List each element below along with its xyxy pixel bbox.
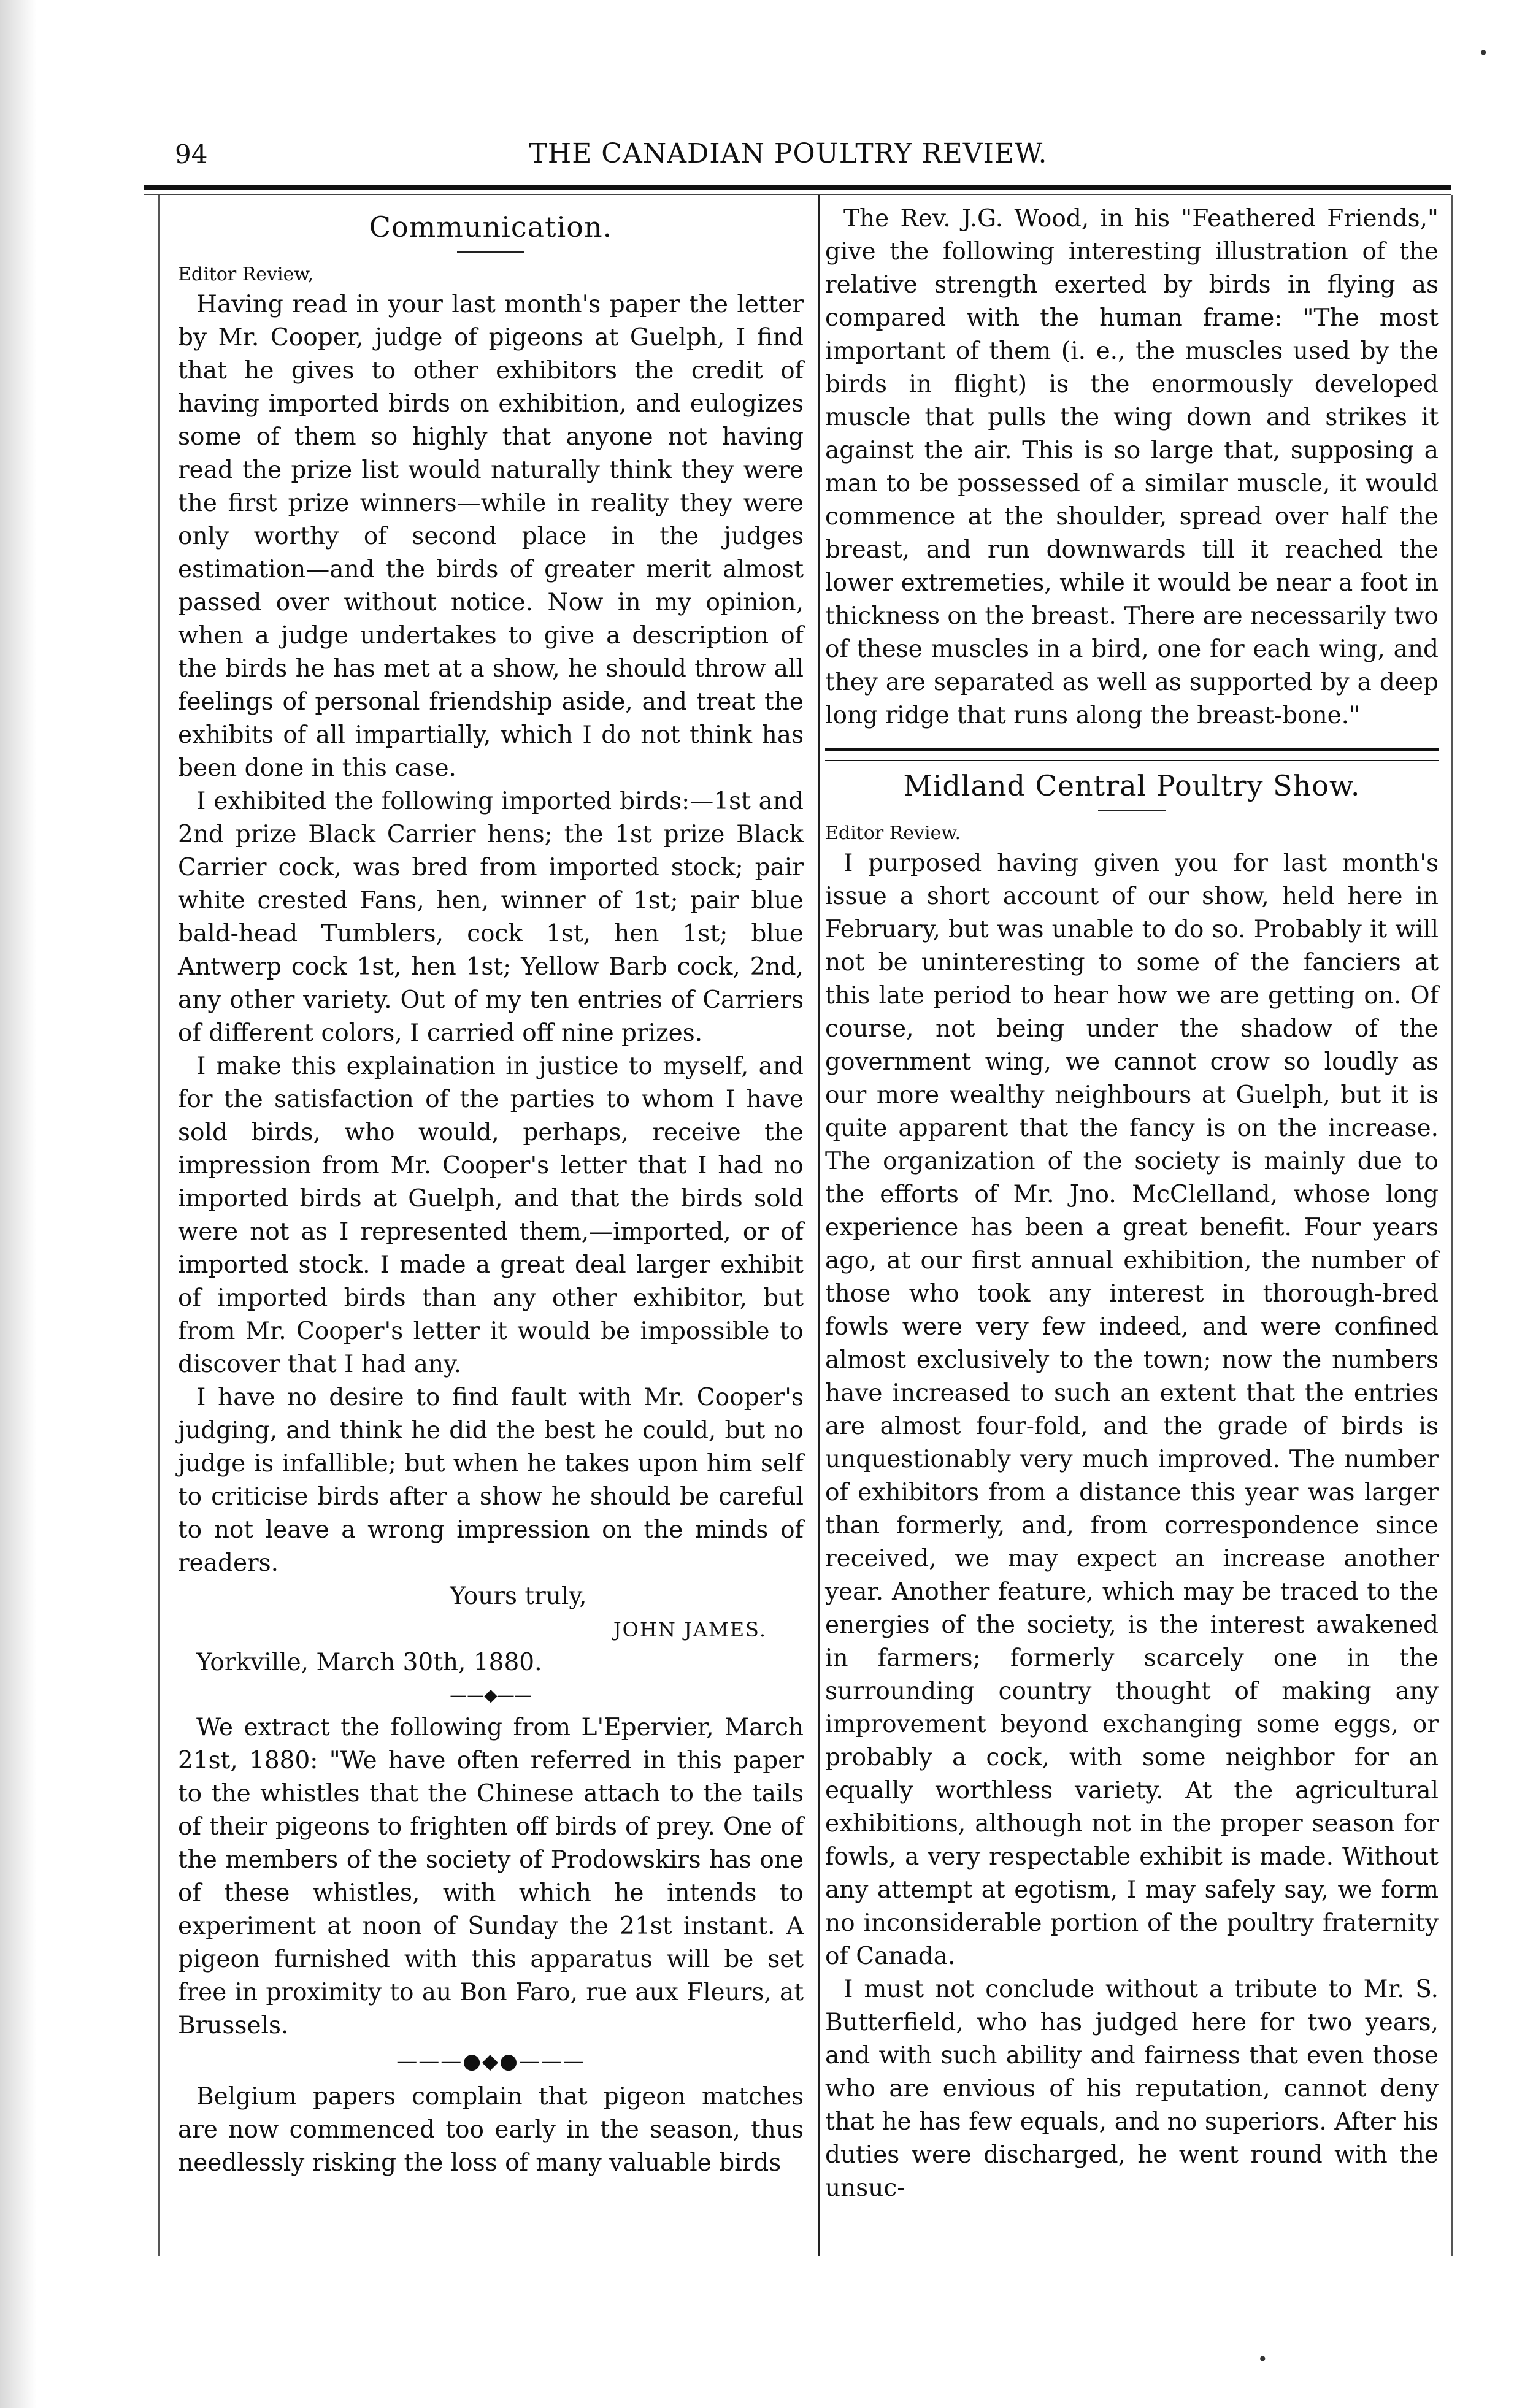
section-double-rule: [825, 748, 1439, 761]
scanned-page-edge: [0, 0, 37, 2408]
communication-paragraph: I have no desire to find fault with Mr. Cooper's judging, and think he did the best he could, but no judge is infallible; but when he takes upon him self to criticise birds after a show he should be careful to not leave a wrong impression on the minds of readers.: [178, 1384, 804, 1577]
communication-paragraph: I exhibited the following imported birds:—1st and 2nd prize Black Carrier hens; the 1st prize Black Carrier cock, was bred from imported stock; pair white crested Fans, hen, winner of 1st; pair blue bald-head Tumblers, cock 1st, hen 1st; blue Antwerp cock 1st, hen 1st; Yellow Barb cock, 2nd, any other variety. Out of my ten entries of Carriers of different colors, I carried off nine prizes.: [178, 788, 804, 1047]
left-column: [178, 202, 804, 2180]
midland-heading: Midland Central Poultry Show.: [903, 769, 1361, 802]
communication-paragraph: I make this explaination in justice to myself, and for the satisfaction of the parties to whom I have sold birds, who would, perhaps, receive the impression from Mr. Cooper's letter that I had no imported birds at Guelph, and that the birds sold were not as I represented them,—imported, or of imported stock. I made a great deal larger exhibit of imported birds than any other exhibitor, but from Mr. Cooper's letter it would be impossible to discover that I had any.: [178, 1053, 804, 1378]
whistles-paragraph: We extract the following from L'Epervier, March 21st, 1880: "We have often referred in this paper to the whistles that the Chinese attach to the tails of their pigeons to frighten off birds of prey. One of the members of the society of Prodowskirs has one of these whistles, with which he intends to experiment at noon of Sunday the 21st instant. A pigeon furnished with this apparatus will be set free in proximity to au Bon Faro, rue aux Fleurs, at Brussels.: [178, 1714, 804, 2039]
wood-paragraph: The Rev. J.G. Wood, in his "Feathered Friends," give the following interesting illustration of the relative strength exerted by birds in flying as compared with the human frame: "The most important of them (i. e., the muscles used by the birds in flight) is the enormously developed muscle that pulls the wing down and strikes it against the air. This is so large that, supposing a man to be possessed of a similar muscle, it would commence at the shoulder, spread over half the breast, and run downwards till it reached the lower extremeties, while it would be near a foot in thickness on the breast. There are necessarily two of these muscles in a bird, one for each wing, and they are separated as well as supported by a deep long ridge that runs along the breast-bone.": [825, 205, 1439, 729]
section-ornament-large: ———●◆●———: [396, 2049, 585, 2074]
letter-signature: JOHN JAMES.: [613, 1618, 767, 1641]
scan-speck: •: [1258, 2349, 1268, 2369]
header-rule: [144, 185, 1451, 190]
right-frame-rule: [1451, 195, 1453, 2256]
midland-paragraph: I purposed having given you for last month's issue a short account of our show, held here in February, but was unable to do so. Probably it will not be uninteresting to some of the fanciers at this late period to hear how we are getting on. Of course, not being under the shadow of the government wing, we cannot crow so loudly as our more wealthy neighbours at Guelph, but it is quite apparent that the fancy is on the increase. The organization of the society is mainly due to the efforts of Mr. Jno. McClelland, whose long experience has been a great benefit. Four years ago, at our first annual exhibition, the number of those who took any interest in thorough-bred fowls were very few indeed, and were confined almost exclusively to the town; now the numbers have increased to such an extent that the entries are almost four-fold, and the grade of birds is unquestionably very much improved. The number of exhibitors from a distance this year was larger than formerly, and, from correspondence since received, we may expect an increase another year. Another feature, which may be traced to the energies of the society, is the interest awakened in farmers; formerly scarcely one in the surrounding country thought of making any improvement beyond exchanging some eggs, or probably a cock, with some neighbor for an equally worthless variety. At the agricultural exhibitions, although not in the proper season for fowls, a very respectable exhibit is made. Without any attempt at egotism, I may safely say, we form no inconsiderable portion of the poultry fraternity of Canada.: [825, 849, 1439, 1970]
letter-closing: Yours truly,: [450, 1582, 587, 1610]
right-column: [825, 202, 1439, 2205]
heading-underline: [1098, 810, 1166, 811]
belgium-paragraph: Belgium papers complain that pigeon matches are now commenced too early in the season, thus needlessly risking the loss of many valuable birds: [178, 2083, 804, 2177]
header-rule-thin: [144, 194, 1451, 195]
section-ornament: ——◆——: [450, 1685, 532, 1705]
communication-paragraph: Having read in your last month's paper the letter by Mr. Cooper, judge of pigeons at Guelph, I find that he gives to other exhibitors the credit of having imported birds on exhibition, and eulogizes some of them so highly that anyone not having read the prize list would naturally think they were the first prize winners—while in reality they were only worthy of second place in the judges estimation—and the birds of greater merit almost passed over without notice. Now in my opinion, when a judge undertakes to give a description of the birds he has met at a show, he should throw all feelings of personal friendship aside, and treat the exhibits of all impartially, which I do not think has been done in this case.: [178, 291, 804, 782]
left-frame-rule: [158, 195, 160, 2256]
communication-salutation: Editor Review,: [178, 264, 313, 285]
column-divider: [818, 195, 820, 2256]
page-header: [126, 132, 1451, 175]
midland-salutation: Editor Review.: [825, 822, 961, 844]
midland-paragraph: I must not conclude without a tribute to Mr. S. Butterfield, who has judged here for two years, and with such ability and fairness that even those who are envious of his reputation, cannot deny that he has few equals, and no superiors. After his duties were discharged, he went round with the unsuc-: [825, 1976, 1439, 2202]
running-title: THE CANADIAN POULTRY REVIEW.: [529, 138, 1048, 169]
heading-underline: [457, 251, 524, 253]
letter-place-date: Yorkville, March 30th, 1880.: [196, 1649, 542, 1676]
communication-heading: Communication.: [369, 210, 613, 243]
letter-signature-block: [178, 1580, 804, 1679]
page-number: 94: [175, 139, 208, 169]
scan-speck: •: [1478, 43, 1489, 63]
